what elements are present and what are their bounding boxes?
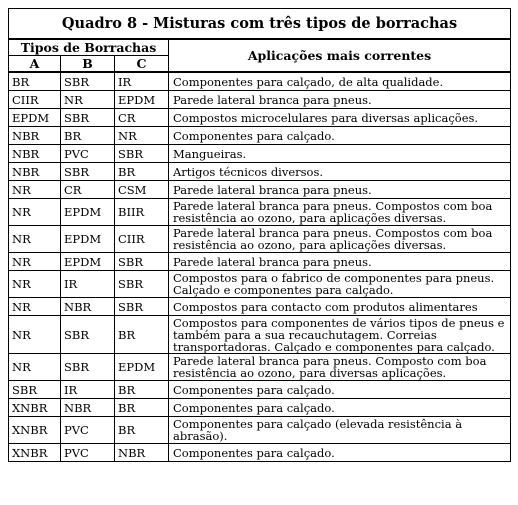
rubber-c-cell: BR [115,417,169,444]
application-cell: Parede lateral branca para pneus. Compostos com boa resistência ao ozono, para aplicações diversas. [169,226,511,253]
rubber-c-cell: BIIR [115,199,169,226]
rubber-b-cell: NBR [61,298,115,316]
application-cell: Compostos para componentes de vários tipos de pneus e também para a sua recauchutagem. Correias transportadoras. Calçado e componentes para calçado. [169,316,511,354]
table-row [9,271,511,298]
rubber-a-cell: NR [9,316,61,354]
rubber-mixtures-table [8,8,511,462]
rubber-b-cell: NR [61,91,115,109]
rubber-b-cell: CR [61,181,115,199]
rubber-c-cell: CSM [115,181,169,199]
application-cell: Parede lateral branca para pneus. [169,91,511,109]
rubber-b-cell: IR [61,271,115,298]
rubber-a-cell: NR [9,226,61,253]
application-cell: Componentes para calçado. [169,381,511,399]
rubber-b-cell: SBR [61,316,115,354]
application-cell: Mangueiras. [169,145,511,163]
application-cell: Compostos microcelulares para diversas aplicações. [169,109,511,127]
rubber-b-cell: PVC [61,417,115,444]
rubber-a-cell: NBR [9,163,61,181]
application-cell: Componentes para calçado, de alta qualidade. [169,72,511,91]
rubber-a-cell: XNBR [9,399,61,417]
rubber-b-cell: PVC [61,145,115,163]
rubber-b-cell: SBR [61,354,115,381]
application-cell: Componentes para calçado (elevada resistência à abrasão). [169,417,511,444]
table-row [9,226,511,253]
rubber-a-cell: NR [9,354,61,381]
table-row [9,199,511,226]
table-row [9,109,511,127]
rubber-c-cell: EPDM [115,354,169,381]
rubber-a-cell: NR [9,271,61,298]
rubber-b-cell: BR [61,127,115,145]
rubber-a-cell: NR [9,199,61,226]
application-cell: Componentes para calçado. [169,444,511,462]
application-cell: Componentes para calçado. [169,399,511,417]
application-cell: Compostos para o fabrico de componentes para pneus. Calçado e componentes para calçado. [169,271,511,298]
rubber-b-cell: IR [61,381,115,399]
application-cell: Compostos para contacto com produtos alimentares [169,298,511,316]
rubber-a-cell: BR [9,72,61,91]
column-c-header: C [115,56,169,73]
applications-header: Aplicações mais correntes [169,39,511,72]
rubber-c-cell: NBR [115,444,169,462]
rubber-a-cell: SBR [9,381,61,399]
rubber-a-cell: NBR [9,145,61,163]
rubber-c-cell: CR [115,109,169,127]
rubber-mixtures-table-frame [8,8,510,495]
rubber-b-cell: EPDM [61,253,115,271]
table-row [9,399,511,417]
column-a-header: A [9,56,61,73]
rubber-c-cell: BR [115,381,169,399]
rubber-c-cell: NR [115,127,169,145]
rubber-b-cell: SBR [61,72,115,91]
table-row [9,298,511,316]
rubber-b-cell: SBR [61,163,115,181]
rubber-c-cell: EPDM [115,91,169,109]
column-b-header: B [61,56,115,73]
table-row [9,91,511,109]
rubber-b-cell: EPDM [61,199,115,226]
rubber-a-cell: XNBR [9,417,61,444]
application-cell: Parede lateral branca para pneus. Composto com boa resistência ao ozono, para diversas aplicações. [169,354,511,381]
table-row [9,444,511,462]
rubber-b-cell: SBR [61,109,115,127]
rubber-c-cell: CIIR [115,226,169,253]
rubber-a-cell: NR [9,298,61,316]
application-cell: Parede lateral branca para pneus. Compostos com boa resistência ao ozono, para aplicações diversas. [169,199,511,226]
rubber-types-header: Tipos de Borrachas [9,39,169,56]
rubber-a-cell: CIIR [9,91,61,109]
rubber-c-cell: IR [115,72,169,91]
application-cell: Componentes para calçado. [169,127,511,145]
rubber-a-cell: NBR [9,127,61,145]
rubber-b-cell: NBR [61,399,115,417]
application-cell: Artigos técnicos diversos. [169,163,511,181]
table-body [9,72,511,462]
application-cell: Parede lateral branca para pneus. [169,181,511,199]
table-row [9,181,511,199]
rubber-b-cell: PVC [61,444,115,462]
application-cell: Parede lateral branca para pneus. [169,253,511,271]
rubber-c-cell: SBR [115,271,169,298]
table-row [9,163,511,181]
rubber-a-cell: NR [9,181,61,199]
rubber-c-cell: BR [115,316,169,354]
rubber-a-cell: NR [9,253,61,271]
table-row [9,72,511,91]
table-row [9,316,511,354]
rubber-b-cell: EPDM [61,226,115,253]
table-row [9,381,511,399]
table-row [9,417,511,444]
rubber-c-cell: BR [115,399,169,417]
rubber-c-cell: SBR [115,145,169,163]
rubber-a-cell: XNBR [9,444,61,462]
table-row [9,127,511,145]
rubber-c-cell: SBR [115,298,169,316]
table-row [9,253,511,271]
rubber-a-cell: EPDM [9,109,61,127]
rubber-c-cell: SBR [115,253,169,271]
table-row [9,354,511,381]
rubber-c-cell: BR [115,163,169,181]
table-title: Quadro 8 - Misturas com três tipos de borrachas [9,9,511,40]
table-row [9,145,511,163]
